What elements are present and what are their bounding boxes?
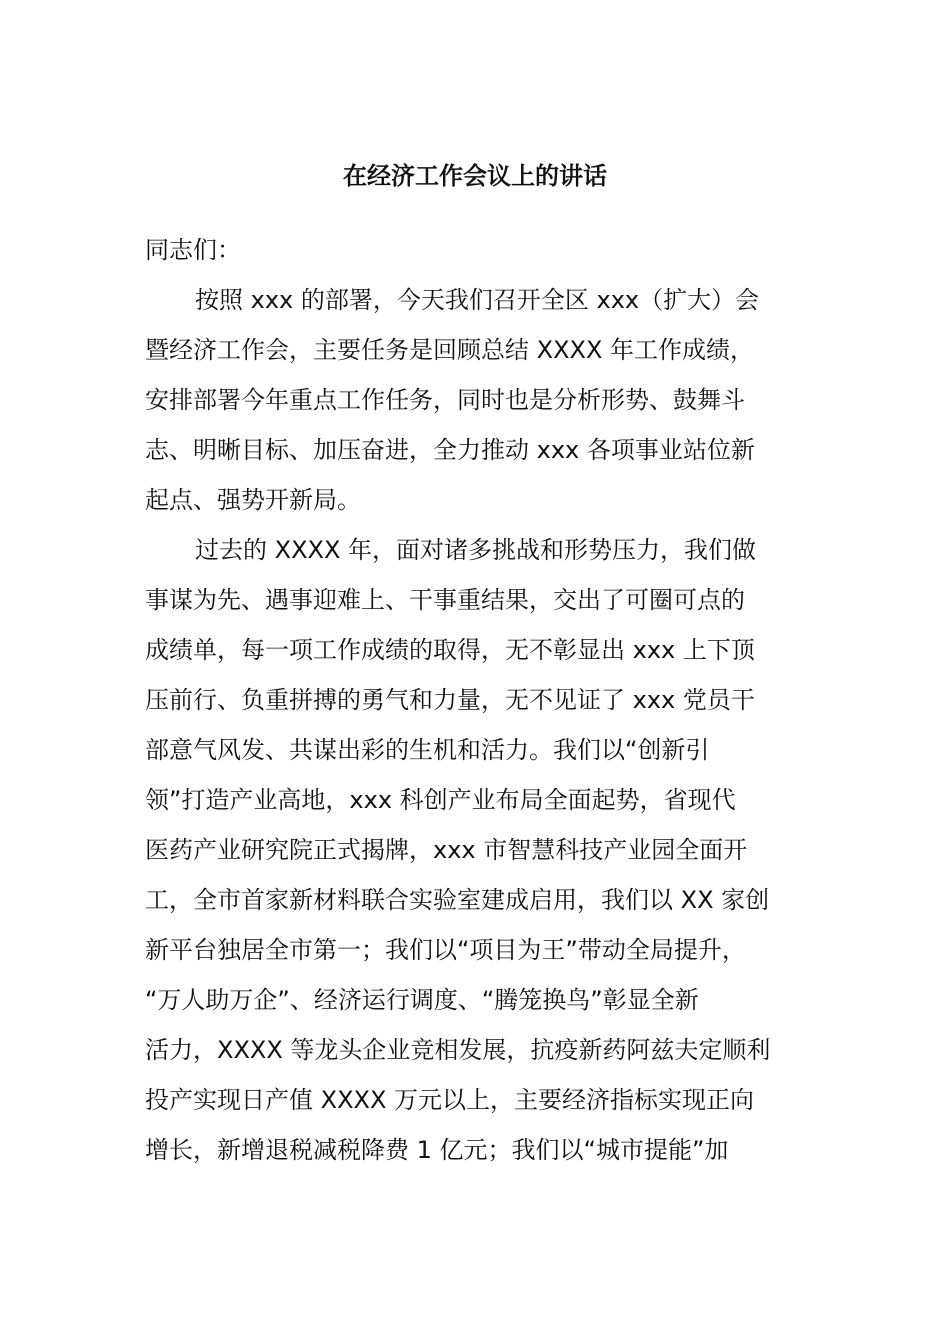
text-line: 过去的 XXXX 年，面对诸多挑战和形势压力，我们做: [195, 536, 757, 564]
text-line: 领”打造产业高地，xxx 科创产业布局全面起势，省现代: [145, 786, 736, 814]
text-line: 事谋为先、遇事迎难上、干事重结果，交出了可圈可点的: [145, 586, 745, 614]
text-line: 暨经济工作会，主要任务是回顾总结 XXXX 年工作成绩，: [145, 336, 755, 364]
text-line: 活力，XXXX 等龙头企业竞相发展，抗疫新药阿兹夫定顺利: [145, 1036, 771, 1064]
text-line: 增长，新增退税减税降费 1 亿元；我们以“城市提能”加: [145, 1136, 729, 1164]
text-line: 压前行、负重拼搏的勇气和力量，无不见证了 xxx 党员干: [145, 686, 755, 714]
text-line: 新平台独居全市第一；我们以“项目为王”带动全局提升，: [145, 936, 746, 964]
text-line: 部意气风发、共谋出彩的生机和活力。我们以“创新引: [145, 736, 710, 764]
text-line: 安排部署今年重点工作任务，同时也是分析形势、鼓舞斗: [145, 386, 745, 414]
text-line: 医药产业研究院正式揭牌，xxx 市智慧科技产业园全面开: [145, 836, 748, 864]
text-line: 志、明晰目标、加压奋进，全力推动 xxx 各项事业站位新: [145, 436, 755, 464]
text-line: “万人助万企”、经济运行调度、“腾笼换鸟”彰显全新: [145, 986, 699, 1014]
document-title: 在经济工作会议上的讲话: [343, 162, 607, 190]
text-line: 按照 xxx 的部署，今天我们召开全区 xxx（扩大）会: [195, 286, 760, 314]
text-line: 成绩单，每一项工作成绩的取得，无不彰显出 xxx 上下顶: [145, 636, 755, 664]
text-line: 投产实现日产值 XXXX 万元以上，主要经济指标实现正向: [145, 1086, 755, 1114]
text-line: 起点、强势开新局。: [145, 486, 361, 514]
greeting: 同志们：: [145, 236, 241, 264]
document-body: [145, 280, 815, 1180]
text-line: 工，全市首家新材料联合实验室建成启用，我们以 XX 家创: [145, 886, 770, 914]
